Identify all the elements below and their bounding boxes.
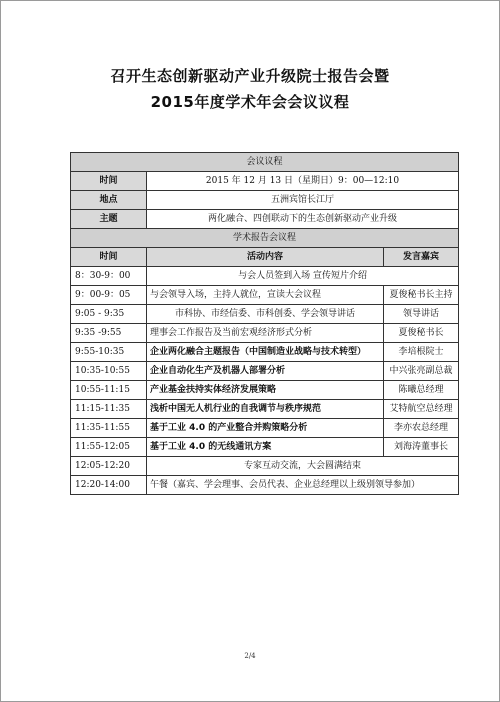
row-speaker: 夏俊秘书长主持 (384, 286, 459, 305)
row-time: 8：30-9：00 (71, 267, 147, 286)
row-speaker: 李培根院士 (384, 343, 459, 362)
row-speaker: 李亦农总经理 (384, 419, 459, 438)
row-time: 11:35-11:55 (71, 419, 147, 438)
row-content: 理事会工作报告及当前宏观经济形式分析 (147, 324, 384, 343)
table-row (71, 286, 459, 305)
row-content: 企业自动化生产及机器人部署分析 (147, 362, 384, 381)
info-row-time (71, 172, 459, 191)
row-content: 基于工业 4.0 的产业整合并购策略分析 (147, 419, 384, 438)
row-time: 9:55-10:35 (71, 343, 147, 362)
column-header-content: 活动内容 (147, 248, 384, 267)
row-speaker: 陈曦总经理 (384, 381, 459, 400)
row-content: 与会人员签到入场 宣传短片介绍 (147, 267, 459, 286)
meeting-section-row (71, 153, 459, 172)
academic-section-row (71, 229, 459, 248)
row-time: 9:35 -9:55 (71, 324, 147, 343)
info-row-theme (71, 210, 459, 229)
table-row (71, 362, 459, 381)
info-label-theme: 主题 (71, 210, 147, 229)
row-speaker: 中兴张亮副总裁 (384, 362, 459, 381)
table-row (71, 438, 459, 457)
agenda-table (70, 152, 459, 495)
row-content: 浅析中国无人机行业的自我调节与秩序规范 (147, 400, 384, 419)
table-row (71, 419, 459, 438)
row-time: 10:35-10:55 (71, 362, 147, 381)
info-value-location: 五洲宾馆长江厅 (147, 191, 459, 210)
row-speaker: 艾特航空总经理 (384, 400, 459, 419)
row-content: 产业基金扶持实体经济发展策略 (147, 381, 384, 400)
row-content: 市科协、市经信委、市科创委、学会领导讲话 (147, 305, 384, 324)
table-row (71, 476, 459, 495)
table-row (71, 343, 459, 362)
meeting-section-header: 会议议程 (71, 153, 459, 172)
row-speaker: 领导讲话 (384, 305, 459, 324)
info-label-location: 地点 (71, 191, 147, 210)
row-speaker: 夏俊秘书长 (384, 324, 459, 343)
row-time: 12:05-12:20 (71, 457, 147, 476)
column-header-time: 时间 (71, 248, 147, 267)
page-number: 2/4 (244, 652, 256, 660)
table-row (71, 267, 459, 286)
table-row (71, 324, 459, 343)
row-time: 11:55-12:05 (71, 438, 147, 457)
row-time: 9：00-9：05 (71, 286, 147, 305)
row-content: 基于工业 4.0 的无线通讯方案 (147, 438, 384, 457)
row-time: 10:55-11:15 (71, 381, 147, 400)
table-row (71, 381, 459, 400)
row-speaker: 刘海涛董事长 (384, 438, 459, 457)
info-value-time: 2015 年 12 月 13 日（星期日）9：00—12:10 (147, 172, 459, 191)
info-value-theme: 两化融合、四创联动下的生态创新驱动产业升级 (147, 210, 459, 229)
column-header-row (71, 248, 459, 267)
row-content: 专家互动交流，大会圆满结束 (147, 457, 459, 476)
academic-section-header: 学术报告会议程 (71, 229, 459, 248)
row-time: 9:05 - 9:35 (71, 305, 147, 324)
title-line-1: 召开生态创新驱动产业升级院士报告会暨 (110, 67, 390, 85)
info-row-location (71, 191, 459, 210)
column-header-speaker: 发言嘉宾 (384, 248, 459, 267)
row-time: 12:20-14:00 (71, 476, 147, 495)
table-row (71, 305, 459, 324)
row-content: 企业两化融合主题报告（中国制造业战略与技术转型） (147, 343, 384, 362)
table-row (71, 400, 459, 419)
title-line-2: 2015年度学术年会会议议程 (150, 93, 350, 111)
info-label-time: 时间 (71, 172, 147, 191)
row-time: 11:15-11:35 (71, 400, 147, 419)
row-content: 午餐（嘉宾、学会理事、会员代表、企业总经理以上级别领导参加） (147, 476, 459, 495)
row-content: 与会领导入场，主持人就位，宣读大会议程 (147, 286, 384, 305)
table-row (71, 457, 459, 476)
